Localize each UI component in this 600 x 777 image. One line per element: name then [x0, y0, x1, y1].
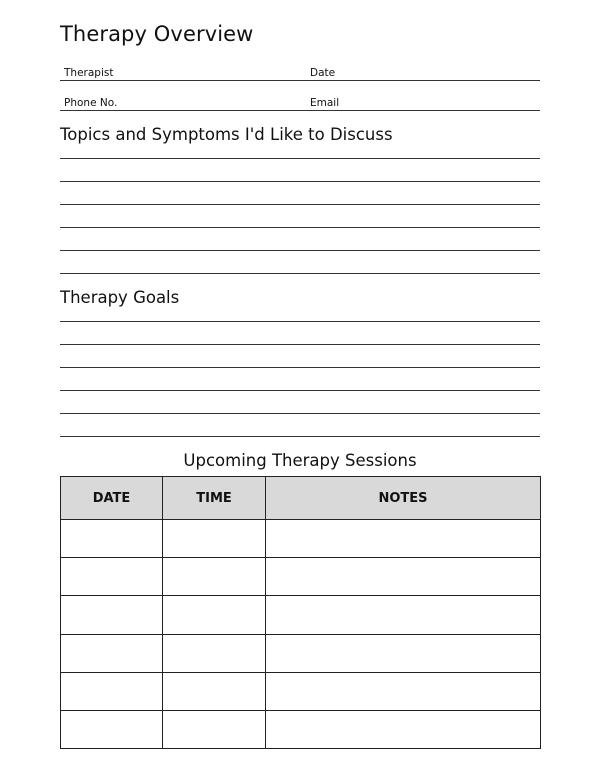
- goals-line: [60, 413, 540, 414]
- time-cell[interactable]: [163, 596, 266, 634]
- notes-cell[interactable]: [266, 596, 541, 634]
- date-cell[interactable]: [61, 634, 163, 672]
- time-cell[interactable]: [163, 672, 266, 710]
- table-row: [61, 710, 541, 748]
- date-cell[interactable]: [61, 520, 163, 558]
- page-title: Therapy Overview: [60, 22, 254, 46]
- topics-line: [60, 204, 540, 205]
- notes-cell[interactable]: [266, 634, 541, 672]
- goals-line: [60, 344, 540, 345]
- notes-cell[interactable]: [266, 520, 541, 558]
- email-label: Email: [310, 97, 340, 109]
- therapist-label: Therapist: [64, 67, 114, 79]
- sessions-header-row: [61, 477, 541, 520]
- sessions-table: [60, 476, 541, 749]
- notes-cell[interactable]: [266, 672, 541, 710]
- time-cell[interactable]: [163, 634, 266, 672]
- table-row: [61, 596, 541, 634]
- therapist-date-row: [60, 67, 540, 81]
- goals-line: [60, 390, 540, 391]
- goals-line: [60, 436, 540, 437]
- date-label: Date: [310, 67, 336, 79]
- sessions-heading: Upcoming Therapy Sessions: [183, 451, 417, 470]
- date-cell[interactable]: [61, 710, 163, 748]
- topics-line: [60, 250, 540, 251]
- date-cell[interactable]: [61, 596, 163, 634]
- date-cell[interactable]: [61, 558, 163, 596]
- table-row: [61, 558, 541, 596]
- table-row: [61, 520, 541, 558]
- date-cell[interactable]: [61, 672, 163, 710]
- topics-line: [60, 227, 540, 228]
- notes-cell[interactable]: [266, 710, 541, 748]
- goals-line: [60, 367, 540, 368]
- topics-line: [60, 181, 540, 182]
- topics-line: [60, 158, 540, 159]
- phone-label: Phone No.: [64, 97, 118, 109]
- date-column-header: DATE: [61, 477, 163, 520]
- topics-line: [60, 273, 540, 274]
- goals-heading: Therapy Goals: [60, 288, 180, 307]
- table-row: [61, 634, 541, 672]
- notes-column-header: NOTES: [266, 477, 541, 520]
- time-column-header: TIME: [163, 477, 266, 520]
- phone-email-row: [60, 97, 540, 111]
- topics-heading: Topics and Symptoms I'd Like to Discuss: [60, 125, 393, 144]
- time-cell[interactable]: [163, 710, 266, 748]
- table-row: [61, 672, 541, 710]
- notes-cell[interactable]: [266, 558, 541, 596]
- time-cell[interactable]: [163, 520, 266, 558]
- goals-line: [60, 321, 540, 322]
- time-cell[interactable]: [163, 558, 266, 596]
